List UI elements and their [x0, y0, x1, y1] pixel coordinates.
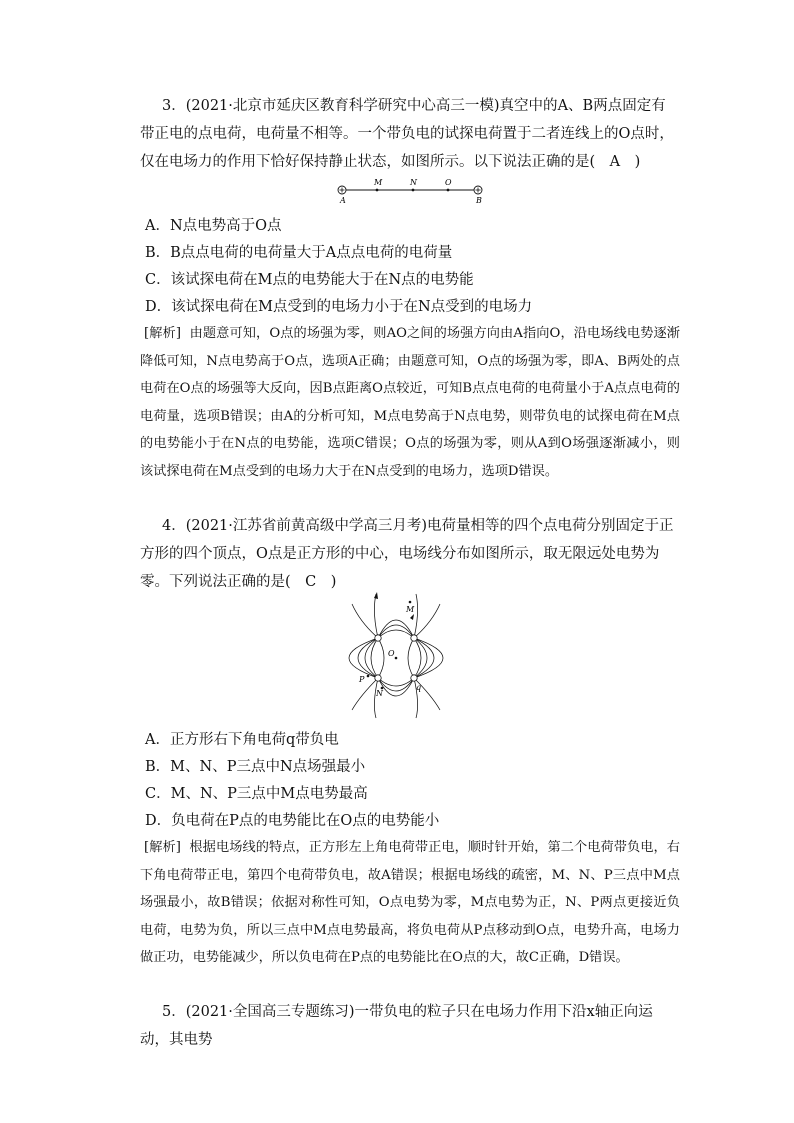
q3-point-o: [447, 189, 450, 192]
q4-option-b: B．M、N、P三点中N点场强最小: [145, 759, 366, 775]
q3-stem-part3: O点时，仅在电场力的作用下恰好保持静止状态，如图所示。以下说法正确的是(: [140, 126, 674, 170]
q4-charge-bottom-left: [375, 675, 381, 681]
q4-stem-part1: 4．(2021·江苏省前黄高级中学高三月考)电荷量相等的四个点电荷分别固定于正方形的四个顶点，: [140, 518, 674, 562]
q4-charge-top-right: [411, 635, 417, 641]
q4-option-a: A．正方形右下角电荷q带负电: [145, 732, 339, 748]
q3-point-n: [412, 189, 415, 192]
q4-label-m: M: [406, 605, 415, 614]
q3-label-o: O: [445, 178, 452, 187]
q3-answer: A: [609, 154, 621, 170]
q3-stem-end: ): [620, 154, 641, 170]
q4-stem-part2: O点是正方形的中心，电场线分布如图所示，取无限远处电势为零。下列说法正确的是(: [140, 546, 660, 590]
q3-analysis-text: 由题意可知，O点的场强为零，则AO之间的场强方向由A指向O，沿电场线电势逐渐降低可知，N点电势高于O点，选项A正确；由题意可知，O点的场强为零，即A、B两处的点电荷在O点的场强等大反向，因B点距离O点较近，可知B点点电荷的电荷量小于A点点电荷的电荷量，选项B错误；由A的分析可知，M点电势高于N点电势，则带负电的试探电荷在M点的电势能小于在N点的电势能，选项C错误；O点的场强为零，则从A到O场强逐渐减小，则该试探电荷在M点受到的电场力大于在N点受到的电场力，选项D错误。: [140, 326, 680, 479]
q4-charge-bottom-right: [411, 675, 417, 681]
q4-point-p: [367, 675, 370, 678]
q3-label-b: B: [476, 196, 482, 205]
q4-answer: C: [305, 574, 317, 590]
q3-analysis-tag: [解析]: [144, 326, 181, 341]
q3-figure: [330, 176, 490, 206]
q4-point-m: [409, 601, 412, 604]
q4-label-o: O: [388, 649, 395, 658]
q4-stem-end: ): [316, 574, 337, 590]
q3-analysis: [140, 320, 680, 485]
q4-analysis-tag: [解析]: [144, 840, 181, 855]
q4-option-d: D．负电荷在P点的电势能比在O点的电势能小: [145, 813, 440, 829]
q3-stem-part2: A、B两点固定有带正电的点电荷，电荷量不相等。一个带负电的试探电荷置于二者连线上的: [140, 98, 666, 142]
q4-option-c: C．M、N、P三点中M点电势最高: [145, 786, 368, 802]
q3-stem-part1: 3．(2021·北京市延庆区教育科学研究中心高三一模)真空中的: [162, 98, 558, 114]
q3-option-b: B．B点点电荷的电荷量大于A点点电荷的电荷量: [145, 245, 453, 261]
q4-charge-top-left: [375, 635, 381, 641]
q5-stem-text: 5．(2021·全国高三专题练习)一带负电的粒子只在电场力作用下沿x轴正向运动，其电势: [140, 1004, 653, 1048]
q3-label-m: M: [374, 178, 383, 187]
q4-point-o: [395, 657, 398, 660]
q3-label-n: N: [410, 178, 417, 187]
q4-analysis: [140, 834, 680, 972]
q3-stem: [140, 92, 680, 176]
q3-label-a: A: [340, 196, 346, 205]
q3-point-m: [376, 189, 379, 192]
q4-stem: [140, 512, 680, 596]
q3-option-c: C．该试探电荷在M点的电势能大于在N点的电势能: [145, 272, 474, 288]
q4-label-q: q: [416, 683, 422, 692]
q4-figure: [316, 592, 476, 720]
q5-stem: [140, 998, 680, 1054]
q4-label-n: N: [376, 689, 383, 698]
q3-option-d: D．该试探电荷在M点受到的电场力小于在N点受到的电场力: [145, 299, 533, 315]
q4-analysis-text: 根据电场线的特点，正方形左上角电荷带正电，顺时针开始，第二个电荷带负电，右下角电荷带正电，第四个电荷带负电，故A错误；根据电场线的疏密，M、N、P三点中M点场强最小，故B错误；依据对称性可知，O点电势为零，M点电势为正，N、P两点更接近负电荷，电势为负，所以三点中M点电势最高，将负电荷从P点移动到O点，电势升高，电场力做正功，电势能减少，所以负电荷在P点的电势能比在O点的大，故C正确，D错误。: [140, 840, 680, 965]
q4-label-p: P: [359, 675, 365, 684]
q3-option-a: A．N点电势高于O点: [145, 218, 282, 234]
